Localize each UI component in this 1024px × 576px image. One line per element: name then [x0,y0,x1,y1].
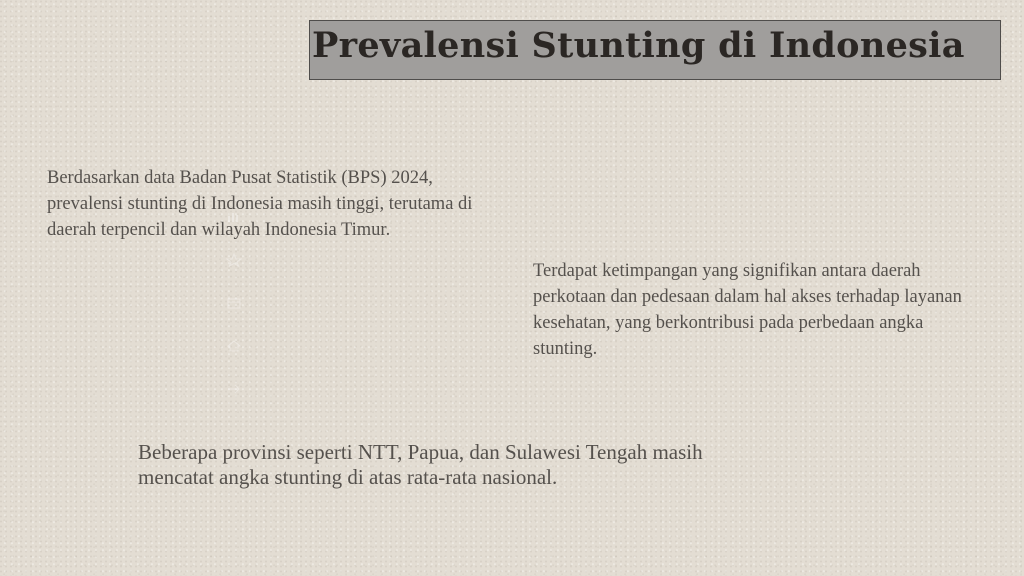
paragraph-provinces: Beberapa provinsi seperti NTT, Papua, dan Sulawesi Tengah masih mencatat angka stunting di atas rata-rata nasional. [138,440,703,489]
chart-icon [226,210,242,224]
home-icon [226,339,242,353]
arrow-icon [226,382,242,396]
faint-icon-column [226,208,246,398]
star-icon [226,253,242,267]
paragraph-bps-data: Berdasarkan data Badan Pusat Statistik (BPS) 2024, prevalensi stunting di Indonesia masih tinggi, terutama di daerah terpencil dan wilayah Indonesia Timur. [47,168,473,240]
slide-title: Prevalensi Stunting di Indonesia [312,25,965,66]
folder-icon [226,296,242,310]
paragraph-urban-rural-gap: Terdapat ketimpangan yang signifikan antara daerah perkotaan dan pedesaan dalam hal akses terhadap layanan kesehatan, yang berkontribusi pada perbedaan angka stunting. [533,261,962,359]
title-box [309,20,1001,80]
